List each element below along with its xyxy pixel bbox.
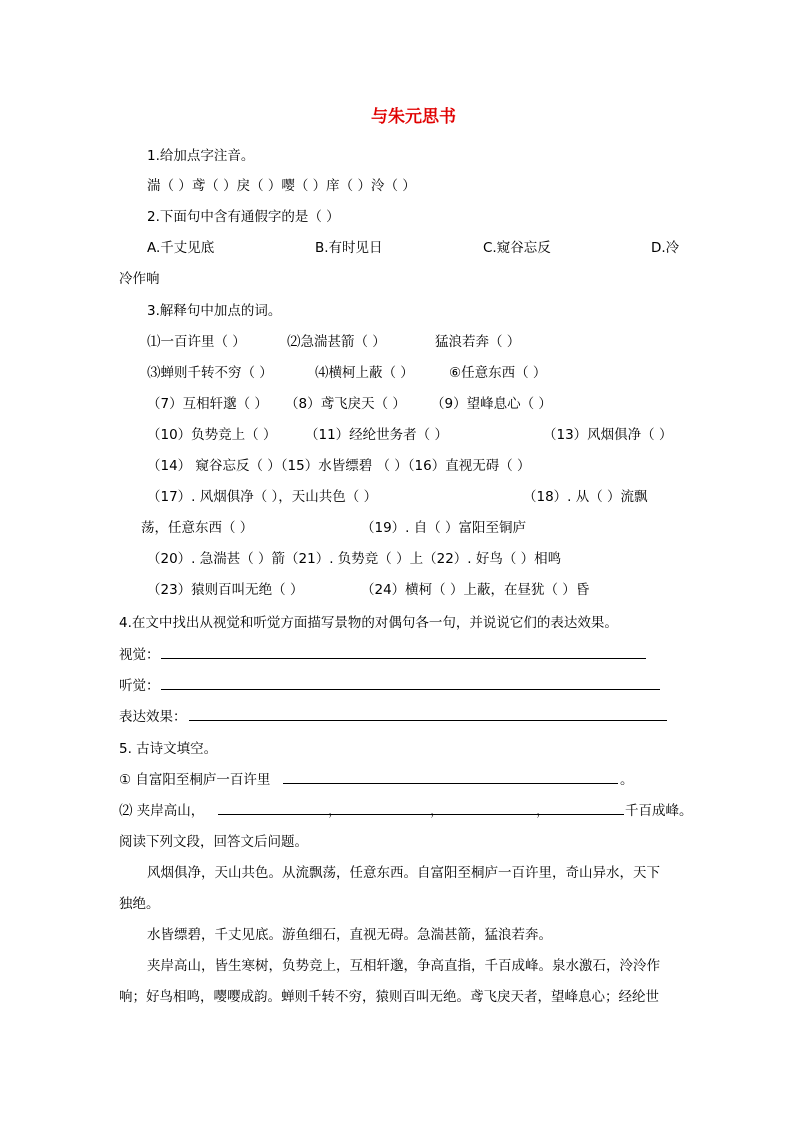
q2-option-d: D.冷 xyxy=(651,240,680,256)
q2-wrap: 冷作响 xyxy=(119,271,160,287)
page-title: 与朱元思书 xyxy=(371,107,456,127)
reading-p2: 水皆缥碧，千丈见底。游鱼细石，直视无碍。急湍甚箭，猛浪若奔。 xyxy=(147,927,552,943)
reading-p3a: 夹岸高山，皆生寒树，负势竞上，互相轩邈，争高直指，千百成峰。泉水激石，泠泠作 xyxy=(147,958,660,974)
q3-item-19: （19）. 自（ ）富阳至铜庐 xyxy=(361,520,527,536)
q3-item-7: （7）互相轩邈（ ） xyxy=(147,396,268,412)
q5-item1-end: 。 xyxy=(620,772,634,788)
q3-item-11: （11）经纶世务者（ ） xyxy=(305,427,448,443)
q3-item-24: （24）横柯（ ）上蔽，在昼犹（ ）昏 xyxy=(361,582,590,598)
q1-prompt: 1.给加点字注音。 xyxy=(147,148,255,164)
q5-item2: ⑵ 夹岸高山， xyxy=(119,803,205,819)
q4-label-audio: 听觉： xyxy=(119,678,160,694)
q3-item-14-16: （14） 窥谷忘反（ ）（15）水皆缥碧 （ ）（16）直视无碍（ ） xyxy=(147,458,531,474)
q3-item-6: ⑥任意东西（ ） xyxy=(449,365,547,381)
q3-item-9: （9）望峰息心（ ） xyxy=(431,396,552,412)
q3-item-17: （17）. 风烟俱净（ ），天山共色（ ） xyxy=(147,489,378,505)
q5-item2-comma3: ， xyxy=(536,803,550,819)
q5-item1: ① 自富阳至桐庐一百许里 xyxy=(119,772,271,788)
q3-item-8: （8）鸢飞戾天（ ） xyxy=(285,396,406,412)
q4-visual-answer-line[interactable] xyxy=(161,658,646,659)
q5-item2-answer-line[interactable] xyxy=(218,814,624,815)
q5-item2-end: 千百成峰。 xyxy=(625,803,693,819)
q2-option-b: B.有时见日 xyxy=(315,240,383,256)
q4-label-effect: 表达效果： xyxy=(119,709,187,725)
reading-p1b: 独绝。 xyxy=(119,896,160,912)
q5-prompt: 5. 古诗文填空。 xyxy=(119,741,218,757)
q3-prompt: 3.解释句中加点的词。 xyxy=(147,303,282,319)
q3-item-13: （13）风烟俱净（ ） xyxy=(543,427,673,443)
q3-item-23: （23）猿则百叫无绝（ ） xyxy=(147,582,304,598)
q3-item-3: 猛浪若奔（ ） xyxy=(435,334,521,350)
q3-item-1: ⑴一百许里（ ） xyxy=(147,334,246,350)
q1-line: 湍（ ）鸢（ ）戾（ ）嘤（ ）庠（ ）泠（ ） xyxy=(147,178,416,194)
q2-option-c: C.窥谷忘反 xyxy=(483,240,551,256)
reading-p1a: 风烟俱净，天山共色。从流飘荡，任意东西。自富阳至桐庐一百许里，奇山异水，天下 xyxy=(147,865,660,881)
q3-item-20-22: （20）. 急湍甚（ ）箭（21）. 负势竞（ ）上（22）. 好鸟（ ）相鸣 xyxy=(147,551,562,567)
reading-p3b: 响；好鸟相鸣，嘤嘤成韵。蝉则千转不穷，猿则百叫无绝。鸢飞戾天者，望峰息心；经纶世 xyxy=(119,989,659,1005)
q3-item-10: （10）负势竞上（ ） xyxy=(147,427,277,443)
q3-item-4: ⑷横柯上蔽（ ） xyxy=(315,365,414,381)
q3-item-18-cont: 荡，任意东西（ ） xyxy=(141,520,254,536)
q5-item1-answer-line[interactable] xyxy=(283,783,618,784)
q3-item-2: ⑵急湍甚箭（ ） xyxy=(287,334,386,350)
q2-prompt: 2.下面句中含有通假字的是（ ） xyxy=(147,209,340,225)
q3-item-3b: ⑶蝉则千转不穷（ ） xyxy=(147,365,273,381)
q4-label-visual: 视觉： xyxy=(119,647,160,663)
q4-audio-answer-line[interactable] xyxy=(161,689,660,690)
q4-prompt: 4.在文中找出从视觉和听觉方面描写景物的对偶句各一句，并说说它们的表达效果。 xyxy=(119,615,618,631)
q4-effect-answer-line[interactable] xyxy=(189,720,667,721)
q2-option-a: A.千丈见底 xyxy=(147,240,215,256)
q5-item2-comma1: ， xyxy=(328,803,342,819)
q3-item-18: （18）. 从（ ）流飘 xyxy=(523,489,648,505)
q5-item2-comma2: ， xyxy=(430,803,444,819)
reading-intro: 阅读下列文段，回答文后问题。 xyxy=(119,834,308,850)
